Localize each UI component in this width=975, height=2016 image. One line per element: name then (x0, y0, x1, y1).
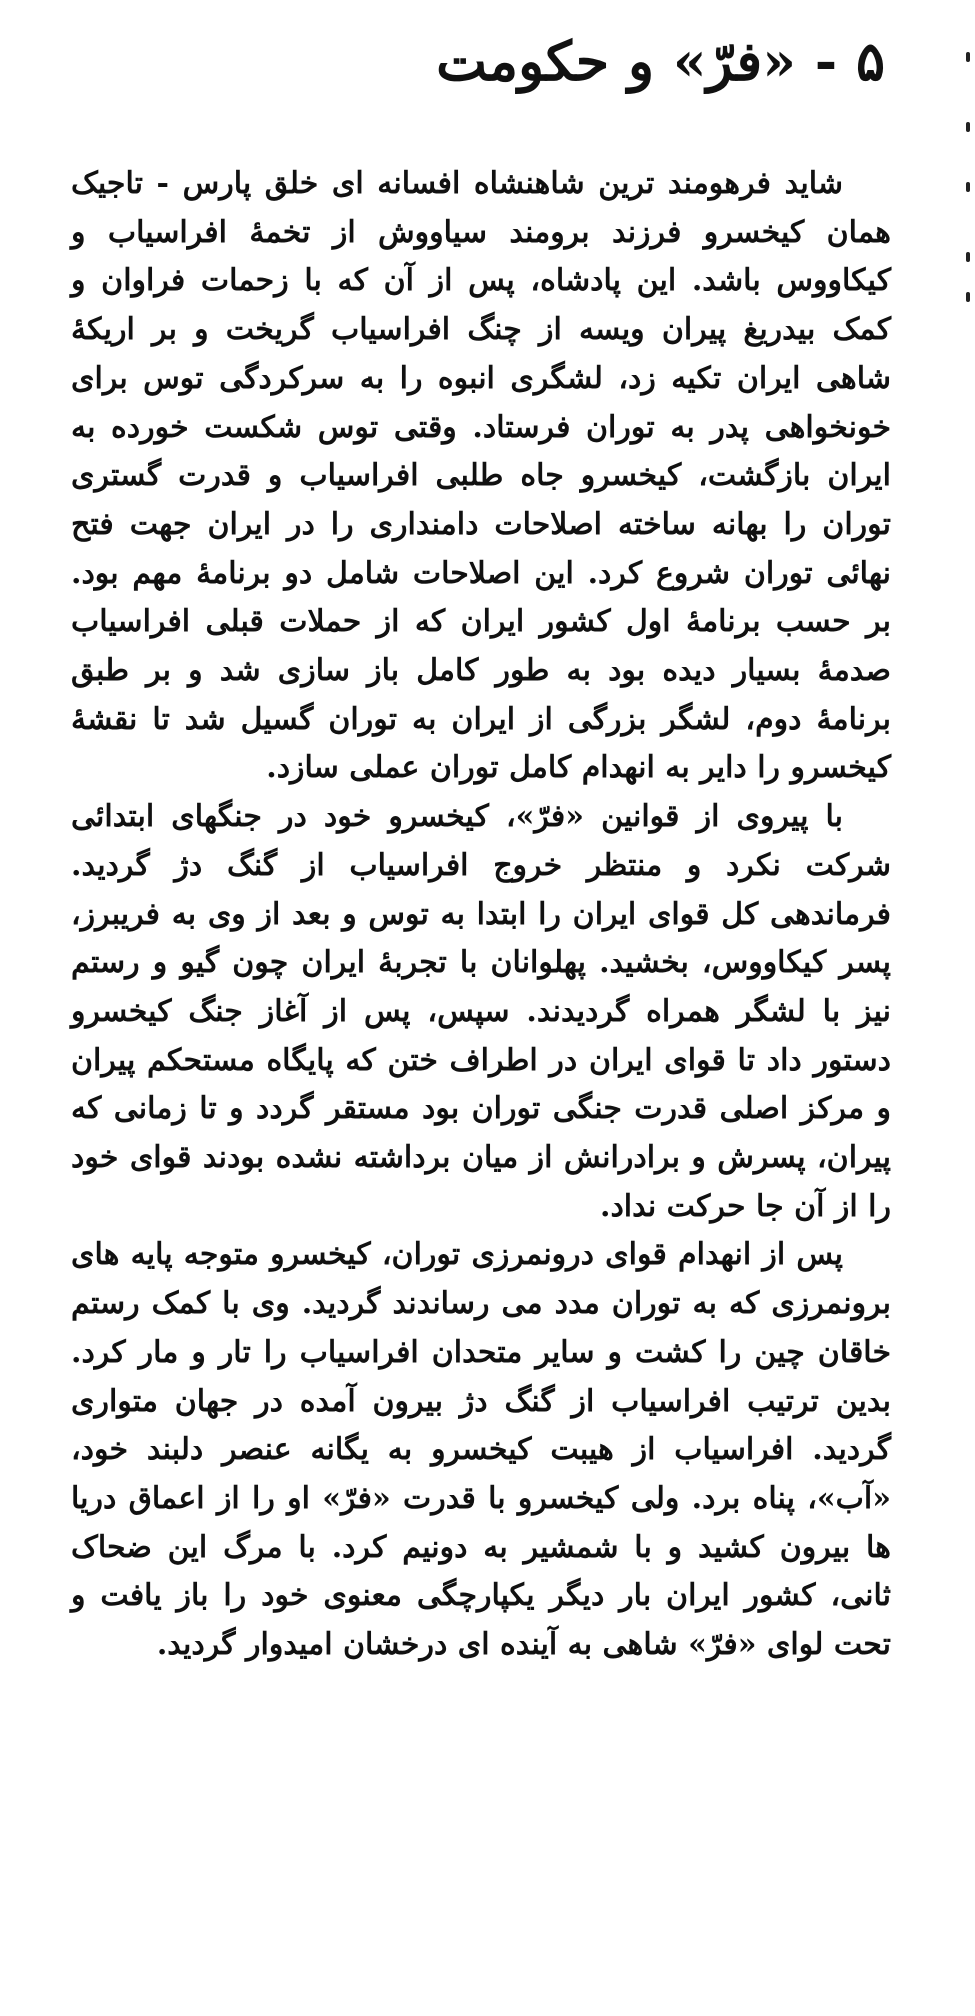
chapter-title: ۵ - «فرّ» و حکومت (436, 29, 885, 93)
body-text (71, 160, 891, 1670)
margin-mark (966, 292, 970, 302)
margin-mark (966, 182, 970, 192)
paragraph-3: پس از انهدام قوای درونمرزی توران، کیخسرو متوجه پایه های برونمرزی که به توران مدد می رساندند گردید. وی با کمک رستم خاقان چین را کشت و سایر متحدان افراسیاب را تار و مار کرد. بدین ترتیب افراسیاب از گنگ دژ بیرون آمده در جهان متواری گردید. افراسیاب از هیبت کیخسرو به یگانه عنصر دلبند خود، «آب»، پناه برد. ولی کیخسرو با قدرت «فرّ» او را از اعماق دریا ها بیرون کشید و با شمشیر به دونیم کرد. با مرگ این ضحاک ثانی، کشور ایران بار دیگر یکپارچگی معنوی خود را باز یافت و تحت لوای «فرّ» شاهی به آینده ای درخشان امیدوار گردید. (71, 1237, 891, 1663)
margin-mark (966, 122, 970, 132)
paragraph-2: با پیروی از قوانین «فرّ»، کیخسرو خود در جنگهای ابتدائی شرکت نکرد و منتظر خروج افراسیاب از گنگ دژ گردید. فرماندهی کل قوای ایران را ابتدا به توس و بعد از وی به فریبرز، پسر کیکاووس، بخشید. پهلوانان با تجربهٔ ایران چون گیو و رستم نیز با لشگر همراه گردیدند. سپس، پس از آغاز جنگ کیخسرو دستور داد تا قوای ایران در اطراف ختن که پایگاه مستحکم پیران و مرکز اصلی قدرت جنگی توران بود مستقر گردد و تا زمانی که پیران، پسرش و برادرانش از میان برداشته نشده بودند قوای خود را از آن جا حرکت نداد. (71, 799, 891, 1224)
margin-mark (966, 252, 970, 262)
paragraph-1: شاید فرهومند ترین شاهنشاه افسانه ای خلق پارس - تاجیک همان کیخسرو فرزند برومند سیاووش از تخمهٔ افراسیاب و کیکاووس باشد. این پادشاه، پس از آن که با زحمات فراوان و کمک بیدریغ پیران ویسه از چنگ افراسیاب گریخت و بر اریکهٔ شاهی ایران تکیه زد، لشگری انبوه را به سرکردگی توس برای خونخواهی پدر به توران فرستاد. وقتی توس شکست خورده به ایران بازگشت، کیخسرو جاه طلبی افراسیاب و قدرت گستری توران را بهانه ساخته اصلاحات دامنداری را در ایران جهت فتح نهائی توران شروع کرد. این اصلاحات شامل دو برنامهٔ مهم بود. بر حسب برنامهٔ اول کشور ایران که از حملات قبلی افراسیاب صدمهٔ بسیار دیده بود به طور کامل باز سازی شد و بر طبق برنامهٔ دوم، لشگر بزرگی از ایران به توران گسیل شد تا نقشهٔ کیخسرو را دایر به انهدام کامل توران عملی سازد. (71, 166, 891, 786)
margin-mark (966, 52, 970, 62)
